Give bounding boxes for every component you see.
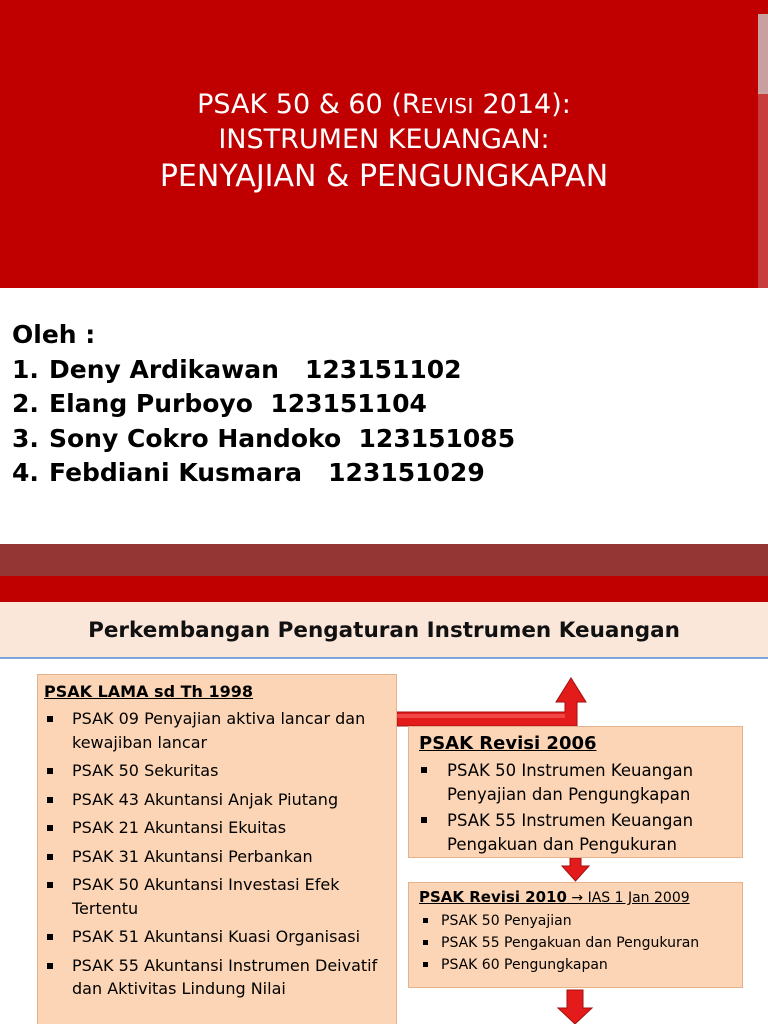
arrow-old-to-2006	[397, 678, 586, 726]
list-item: PSAK 50 Akuntansi Investasi Efek Tertentu	[44, 873, 390, 920]
author-name: Elang Purboyo 123151104	[49, 389, 427, 418]
title-line-2: INSTRUMEN KEUANGAN:	[218, 124, 550, 155]
author-number: 4.	[12, 458, 39, 487]
list-item: PSAK 50 Penyajian	[419, 910, 734, 932]
author-number: 1.	[12, 354, 39, 384]
box-2010-title-text: PSAK Revisi 2010	[419, 888, 567, 906]
box-psak-revisi-2010	[408, 882, 743, 988]
list-item: PSAK 50 Instrumen Keuangan Penyajian dan Pengungkapan	[419, 759, 734, 806]
authors-block	[12, 318, 515, 491]
arrow-2010-down	[558, 990, 592, 1024]
author-number: 3.	[12, 423, 39, 453]
divider-band-dark	[0, 544, 768, 576]
arrow-2006-to-2010	[562, 858, 589, 881]
list-item: PSAK 55 Akuntansi Instrumen Deivatif dan Aktivitas Lindung Nilai	[44, 954, 390, 1001]
by-label: Oleh :	[12, 320, 96, 349]
list-item: PSAK 43 Akuntansi Anjak Piutang	[44, 788, 390, 812]
list-item: PSAK 31 Akuntansi Perbankan	[44, 845, 390, 869]
author-name: Deny Ardikawan 123151102	[49, 354, 462, 384]
box-psak-revisi-2006	[408, 726, 743, 858]
slide-2-header: Perkembangan Pengaturan Instrumen Keuangan	[0, 602, 768, 659]
title-line-3: PENYAJIAN & PENGUNGKAPAN	[159, 159, 609, 194]
slide-title	[0, 88, 768, 197]
list-item: PSAK 55 Instrumen Keuangan Pengakuan dan Pengukuran	[419, 809, 734, 856]
list-item: PSAK 55 Pengakuan dan Pengukuran	[419, 932, 734, 954]
list-item: PSAK 51 Akuntansi Kuasi Organisasi	[44, 925, 390, 949]
list-item: PSAK 21 Akuntansi Ekuitas	[44, 816, 390, 840]
box-psak-lama	[37, 674, 397, 1024]
box-2010-title	[419, 886, 734, 909]
author-item	[12, 456, 515, 491]
psak-2010-list	[419, 910, 734, 976]
author-item	[12, 387, 515, 422]
author-number: 2.	[12, 389, 39, 418]
psak-2006-list	[419, 759, 734, 856]
title-line-1-part-b: 2014):	[473, 89, 571, 120]
list-item: PSAK 50 Sekuritas	[44, 759, 390, 783]
box-2006-title: PSAK Revisi 2006	[419, 733, 597, 754]
psak-lama-list	[44, 707, 390, 1001]
author-item	[12, 422, 515, 457]
list-item: PSAK 60 Pengungkapan	[419, 954, 734, 976]
title-line-1	[0, 88, 768, 123]
title-line-1-evisi: EVISI	[420, 94, 474, 118]
author-item	[12, 353, 515, 388]
author-name: Febdiani Kusmara 123151029	[49, 458, 485, 487]
author-list	[12, 353, 515, 491]
box-psak-lama-title: PSAK LAMA sd Th 1998	[44, 682, 254, 701]
box-2010-ias-note: → IAS 1 Jan 2009	[566, 890, 690, 906]
title-line-1-part-a: PSAK 50 & 60 (	[197, 89, 402, 120]
divider-band-red	[0, 576, 768, 602]
author-name: Sony Cokro Handoko 123151085	[49, 423, 516, 453]
title-line-1-r: R	[401, 89, 421, 120]
list-item: PSAK 09 Penyajian aktiva lancar dan kewajiban lancar	[44, 707, 390, 754]
title-corner-accent	[758, 14, 768, 94]
